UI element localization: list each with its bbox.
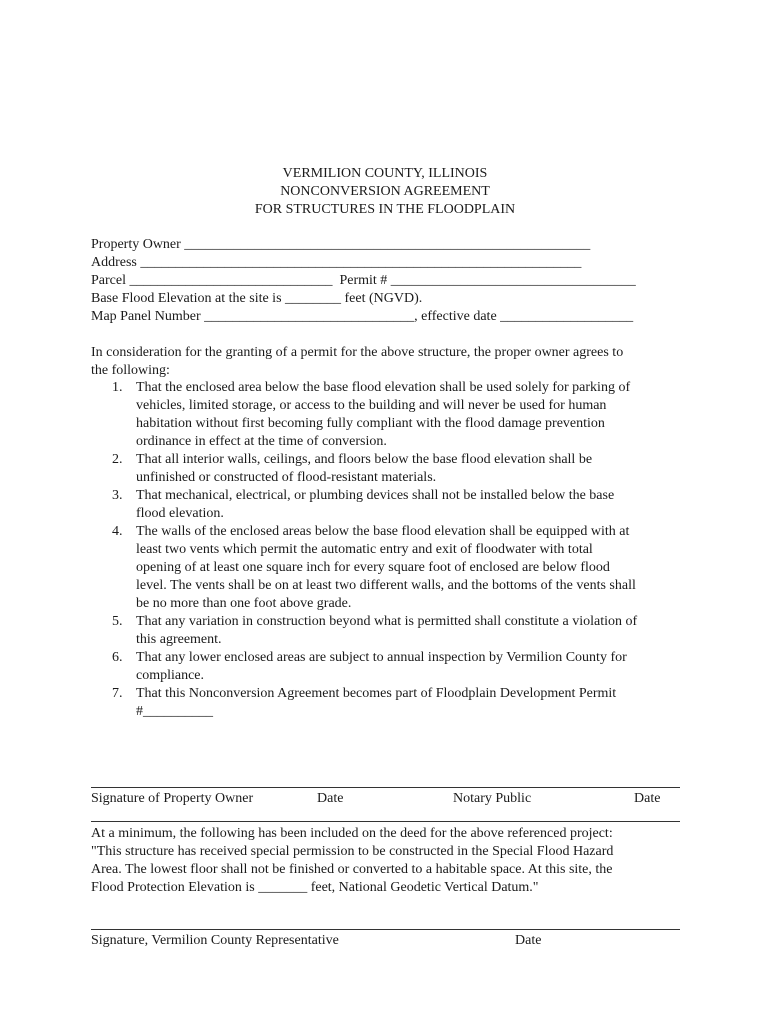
- item-text-line: vehicles, limited storage, or access to the building and will never be used for human: [136, 398, 607, 413]
- item-text-line: unfinished or constructed of flood-resistant materials.: [136, 470, 437, 485]
- agreement-item: [91, 649, 691, 685]
- map-panel-field: Map Panel Number ______________________________, effective date ___________________: [91, 309, 634, 324]
- signature-row: [91, 790, 680, 808]
- address-field: Address _______________________________________________________________: [91, 255, 582, 270]
- item-number: 2.: [112, 452, 123, 467]
- item-number: 1.: [112, 380, 123, 395]
- property-owner-field: Property Owner __________________________________________________________: [91, 237, 591, 252]
- county-signature-label: Signature, Vermilion County Representative: [91, 933, 339, 948]
- agreement-item: [91, 379, 691, 451]
- intro-paragraph: [91, 344, 681, 380]
- signature-line: [91, 787, 680, 788]
- notary-date-label: Date: [634, 791, 661, 806]
- deed-line-4: Flood Protection Elevation is _______ feet, National Geodetic Vertical Datum.": [91, 880, 539, 895]
- document-title: [0, 165, 770, 219]
- item-text-line: The walls of the enclosed areas below the base flood elevation shall be equipped with at: [136, 524, 630, 539]
- agreement-item: [91, 613, 691, 649]
- item-text-line: least two vents which permit the automatic entry and exit of floodwater with total: [136, 542, 593, 557]
- property-fields: [91, 236, 691, 326]
- notary-public-label: Notary Public: [453, 791, 532, 806]
- item-text-line: That any lower enclosed areas are subject to annual inspection by Vermilion County for: [136, 650, 627, 665]
- county-signature-row: [91, 932, 680, 950]
- deed-paragraph: [91, 825, 691, 897]
- agreement-item: [91, 685, 691, 721]
- county-date-label: Date: [515, 933, 542, 948]
- deed-line-2: "This structure has received special permission to be constructed in the Special Flood Hazard: [91, 844, 614, 859]
- base-flood-elevation-field: Base Flood Elevation at the site is ________ feet (NGVD).: [91, 291, 423, 306]
- title-line-1: VERMILION COUNTY, ILLINOIS: [282, 166, 488, 181]
- item-text-line: That all interior walls, ceilings, and floors below the base flood elevation shall be: [136, 452, 593, 467]
- item-text-line: compliance.: [136, 668, 205, 683]
- owner-signature-label: Signature of Property Owner: [91, 791, 254, 806]
- item-text-line: opening of at least one square inch for every square foot of enclosed are below flood: [136, 560, 610, 575]
- title-line-3: FOR STRUCTURES IN THE FLOODPLAIN: [254, 202, 516, 217]
- owner-date-label: Date: [317, 791, 344, 806]
- item-number: 3.: [112, 488, 123, 503]
- item-number: 6.: [112, 650, 123, 665]
- agreement-items: [91, 379, 691, 721]
- item-text-line: ordinance in effect at the time of conversion.: [136, 434, 387, 449]
- separator-line: [91, 821, 680, 822]
- agreement-item: [91, 487, 691, 523]
- item-text-line: this agreement.: [136, 632, 222, 647]
- item-text-line: be no more than one foot above grade.: [136, 596, 352, 611]
- item-number: 5.: [112, 614, 123, 629]
- county-signature-line: [91, 929, 680, 930]
- item-text-line: That mechanical, electrical, or plumbing devices shall not be installed below the base: [136, 488, 615, 503]
- intro-line-2: the following:: [91, 363, 170, 378]
- deed-line-3: Area. The lowest floor shall not be finished or converted to a habitable space. At this site, the: [91, 862, 613, 877]
- item-text-line: That any variation in construction beyond what is permitted shall constitute a violation of: [136, 614, 638, 629]
- agreement-item: [91, 451, 691, 487]
- intro-line-1: In consideration for the granting of a permit for the above structure, the proper owner agrees to: [91, 345, 624, 360]
- item-text-line: level. The vents shall be on at least two different walls, and the bottoms of the vents shall: [136, 578, 636, 593]
- title-line-2: NONCONVERSION AGREEMENT: [280, 184, 490, 199]
- item-number: 4.: [112, 524, 123, 539]
- item-number: 7.: [112, 686, 123, 701]
- item-text-line: That the enclosed area below the base flood elevation shall be used solely for parking of: [136, 380, 631, 395]
- item-text-line: #__________: [136, 704, 213, 719]
- item-text-line: flood elevation.: [136, 506, 224, 521]
- agreement-item: [91, 523, 691, 613]
- deed-line-1: At a minimum, the following has been included on the deed for the above referenced project:: [91, 826, 613, 841]
- item-text-line: That this Nonconversion Agreement becomes part of Floodplain Development Permit: [136, 686, 617, 701]
- parcel-permit-field: Parcel _____________________________ Permit # ___________________________________: [91, 273, 636, 288]
- item-text-line: habitation without first becoming fully compliant with the flood damage prevention: [136, 416, 605, 431]
